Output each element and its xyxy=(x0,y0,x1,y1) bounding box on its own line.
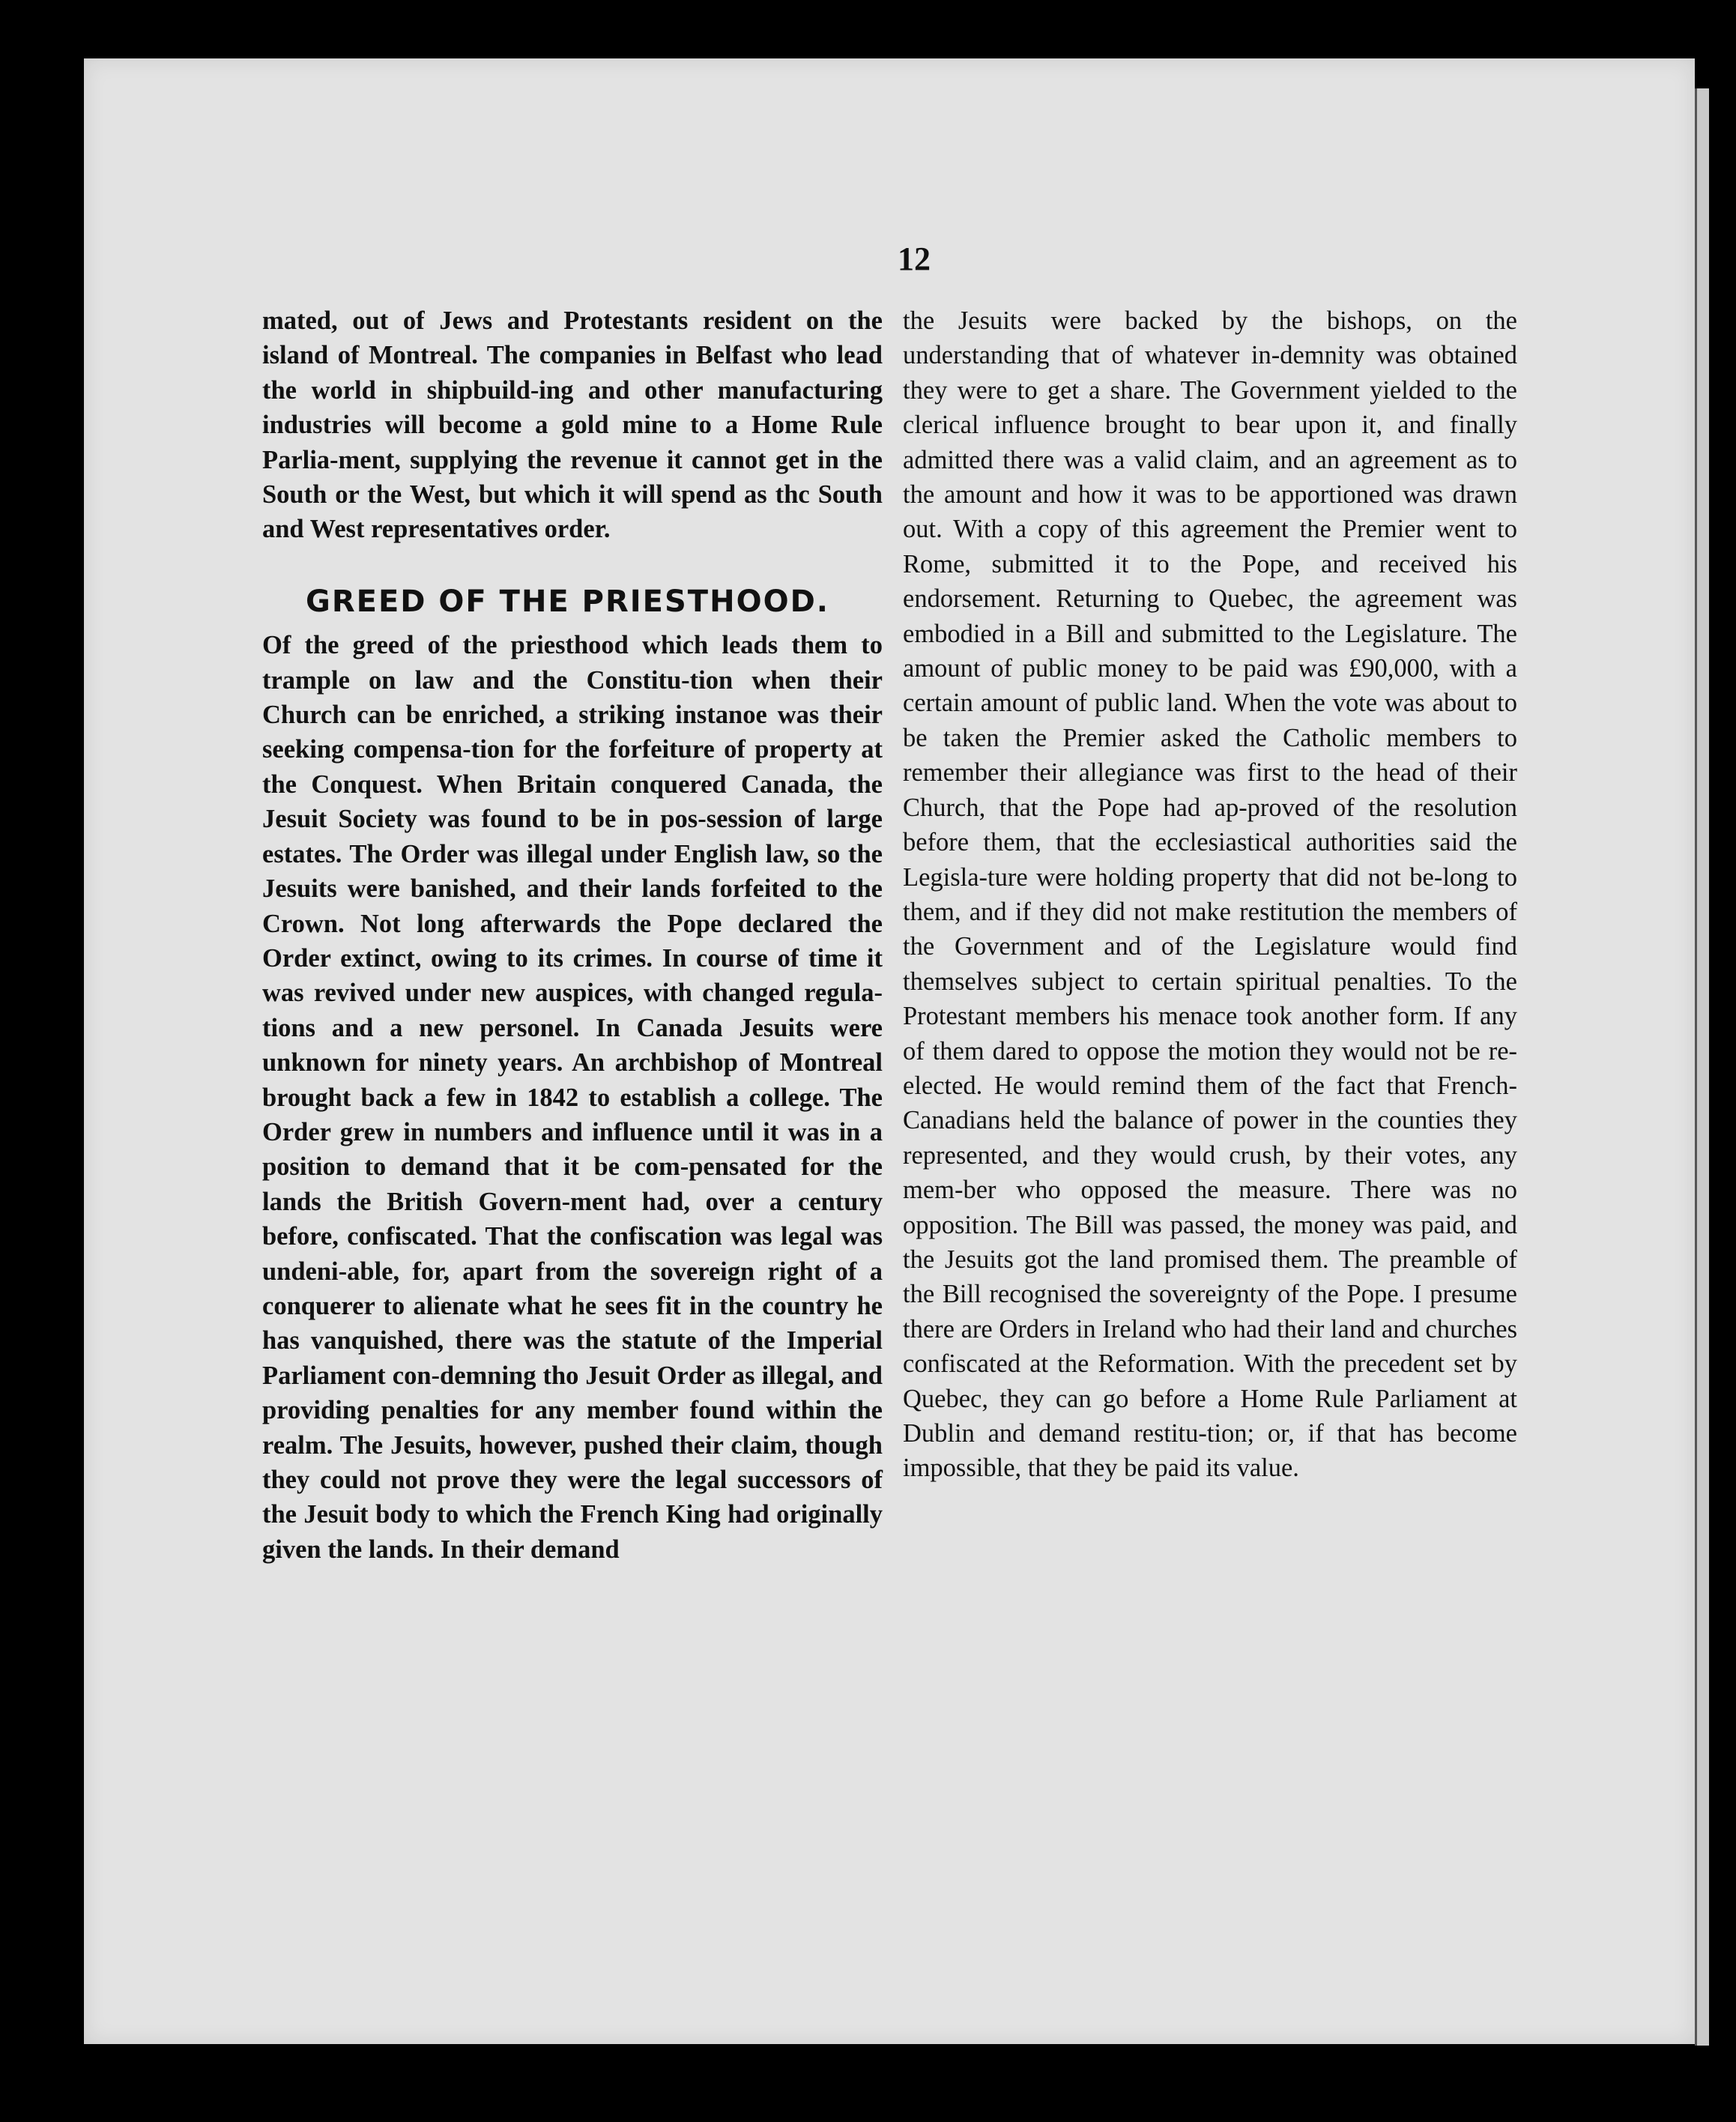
body-paragraph-right: the Jesuits were backed by the bishops, on the understanding that of whatever in-demnity was obtained they were to get a share. The Government yielded to the clerical influence brought to bear upon it, and finally admitted there was a valid claim, and an agreement as to the amount and how it was to be apportioned was drawn out. With a copy of this agreement the Premier went to Rome, submitted it to the Pope, and received his endorsement. Returning to Quebec, the agreement was embodied in a Bill and submitted to the Legislature. The amount of public money to be paid was £90,000, with a certain amount of public land. When the vote was about to be taken the Premier asked the Catholic members to remember their allegiance was first to the head of their Church, that the Pope had ap-proved of the resolution before them, that the ecclesiastical authorities said the Legisla-ture were holding property that did not be-long to them, and if they did not make restitution the members of the Government and of the Legislature would find themselves subject to certain spiritual penalties. To the Protestant members his menace took another form. If any of them dared to oppose the motion they would not be re-elected. He would remind them of the fact that French-Canadians held the balance of power in the counties they represented, and they would crush, by their votes, any mem-ber who opposed the measure. There was no opposition. The Bill was passed, the money was paid, and the Jesuits got the land promised them. The preamble of the Bill recognised the sovereignty of the Pope. I presume there are Orders in Ireland who had their land and churches confiscated at the Reformation. With the precedent set by Quebec, they can go before a Home Rule Parliament at Dublin and demand restitu-tion; or, if that has become impossible, that they be paid its value. xyxy=(903,306,1517,1483)
left-column xyxy=(262,303,883,1567)
right-column xyxy=(903,303,1517,1486)
body-paragraph-left: Of the greed of the priesthood which leads them to trample on law and the Constitu-tion when their Church can be enriched, a striking instanoe was their seeking compensa-tion for the forfeiture of property at the Conquest. When Britain conquered Canada, the Jesuit Society was found to be in pos-session of large estates. The Order was illegal under English law, so the Jesuits were banished, and their lands forfeited to the Crown. Not long afterwards the Pope declared the Order extinct, owing to its crimes. In course of time it was revived under new auspices, with changed regula-tions and a new personel. In Canada Jesuits were unknown for ninety years. An archbishop of Montreal brought back a few in 1842 to establish a college. The Order grew in numbers and influence until it was in a position to demand that it be com-pensated for the lands the British Govern-ment had, over a century before, confiscated. That the confiscation was legal was undeni-able, for, apart from the sovereign right of a conquerer to alienate what he sees fit in the country he has vanquished, there was the statute of the Imperial Parliament con-demning tho Jesuit Order as illegal, and providing penalties for any member found within the realm. The Jesuits, however, pushed their claim, though they could not prove they were the legal successors of the Jesuit body to which the French King had originally given the lands. In their demand xyxy=(262,631,883,1564)
page-edge xyxy=(1695,88,1709,2046)
intro-paragraph: mated, out of Jews and Protestants resident on the island of Montreal. The companies in Belfast who lead the world in shipbuild-ing and other manufacturing industries will become a gold mine to a Home Rule Parlia-ment, supplying the revenue it cannot get in the South or the West, but which it will spend as thc South and West representatives order. xyxy=(262,306,883,544)
page-number: 12 xyxy=(898,241,931,277)
section-heading: GREED OF THE PRIESTHOOD. xyxy=(306,584,829,619)
